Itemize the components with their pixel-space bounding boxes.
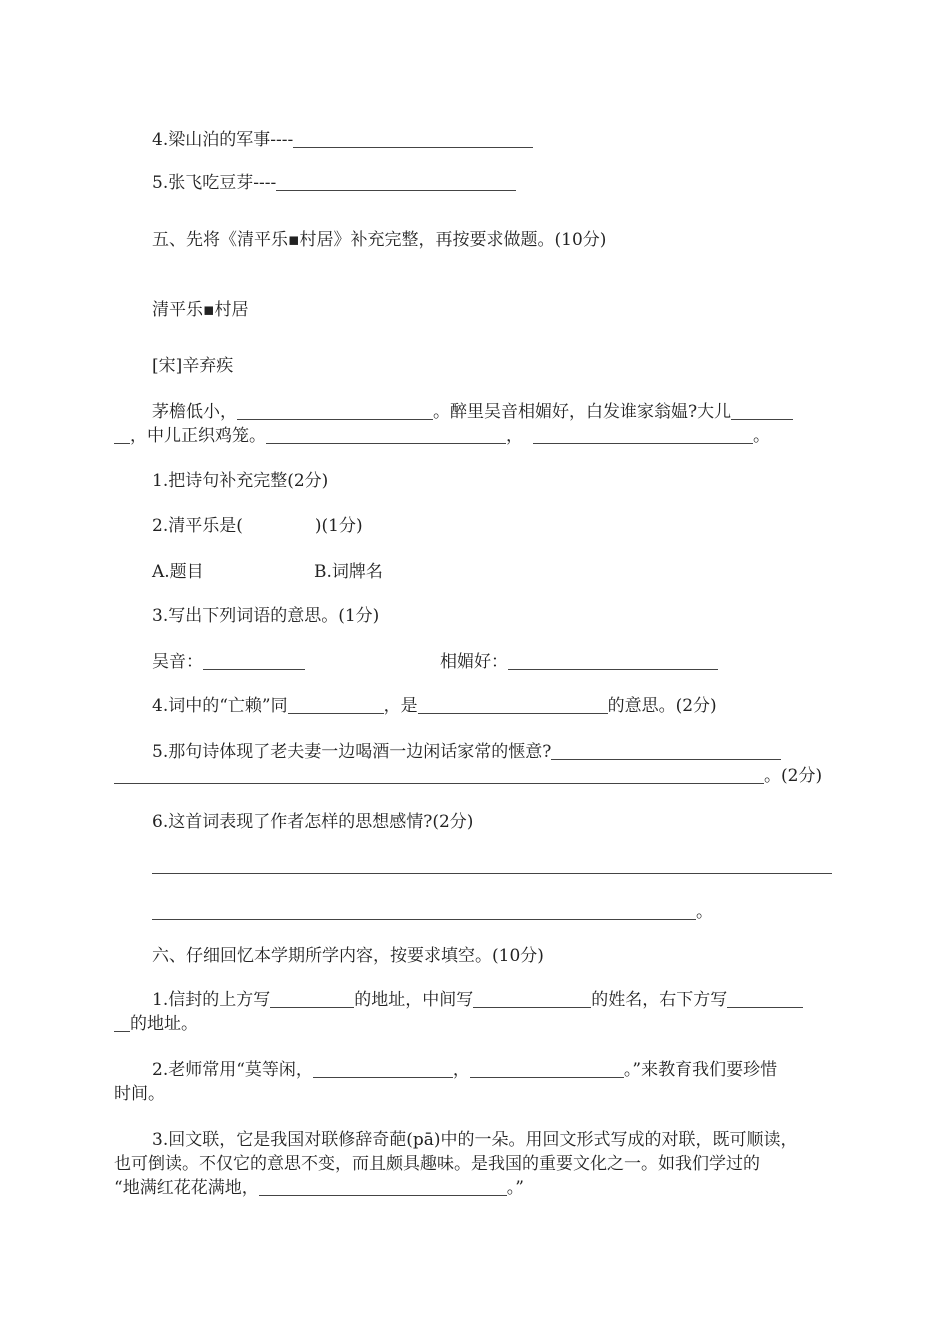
s5-question-2 [152, 514, 363, 538]
s5-question-6-line-2 [152, 900, 713, 924]
s5-q5-text: 5.那句诗体现了老夫妻一边喝酒一边闲话家常的惬意? [152, 742, 552, 762]
s6-question-1 [152, 988, 803, 1012]
s5-q2-end: )(1分) [314, 516, 363, 536]
s6-q3-start: “地满红花花满地， [114, 1178, 259, 1198]
s5-question-3: 3.写出下列词语的意思。(1分) [152, 606, 380, 626]
s6-question-3-line-3 [114, 1176, 524, 1200]
answer-blank[interactable] [470, 1059, 624, 1078]
q4-item-4-text: 4.梁山泊的军事---- [152, 130, 294, 150]
poem-blank-2[interactable] [731, 401, 793, 420]
s5-q4-mid: ，是 [383, 696, 418, 716]
s5-q3-word-2 [440, 650, 718, 674]
poem-line-2-start: ，中儿正织鸡笼。 [130, 426, 266, 446]
poem-line-1-start: 茅檐低小， [152, 402, 237, 422]
s5-question-6: 6.这首词表现了作者怎样的思想感情?(2分) [152, 812, 474, 832]
s6-question-2 [152, 1058, 777, 1082]
q4-item-5 [152, 171, 516, 195]
answer-blank[interactable] [508, 651, 718, 670]
answer-blank[interactable] [270, 989, 354, 1008]
s6-question-3-line-2: 也可倒读。不仅它的意思不变，而且颇具趣味。是我国的重要文化之一。如我们学过的 [114, 1154, 760, 1174]
s6-q1-b: 的地址，中间写 [354, 990, 474, 1010]
s5-q4-start: 4.词中的“亡赖”同 [152, 696, 288, 716]
s5-q2-option-b: B.词牌名 [314, 562, 383, 582]
answer-blank[interactable] [152, 901, 696, 920]
poem-line-1-mid: 。醉里吴音相媚好，白发谁家翁媪?大儿 [433, 402, 732, 422]
answer-blank[interactable] [288, 695, 384, 714]
poem-author: [宋]辛弃疾 [152, 356, 234, 376]
answer-line[interactable] [152, 873, 832, 874]
s5-q5-end: 。(2分) [764, 766, 823, 786]
answer-blank[interactable] [114, 1013, 130, 1032]
s6-q1-a: 1.信封的上方写 [152, 990, 271, 1010]
s6-q1-d: 的地址。 [130, 1014, 198, 1034]
s5-q2-start: 2.清平乐是( [152, 516, 243, 536]
s6-q2-a: 2.老师常用“莫等闲， [152, 1060, 313, 1080]
s5-q4-end: 的意思。(2分) [607, 696, 717, 716]
poem-blank-2-cont[interactable] [114, 425, 130, 444]
s5-question-5 [152, 740, 781, 764]
answer-blank[interactable] [203, 651, 305, 670]
answer-blank[interactable] [259, 1177, 507, 1196]
poem-blank-3[interactable] [266, 425, 506, 444]
s6-question-1-cont [114, 1012, 198, 1036]
q4-item-5-text: 5.张飞吃豆芽---- [152, 173, 277, 193]
s6-question-3-line-1: 3.回文联，它是我国对联修辞奇葩(pā)中的一朵。用回文形式写成的对联，既可顺读， [152, 1130, 798, 1150]
s5-q6-end: 。 [696, 902, 713, 922]
answer-blank[interactable] [276, 172, 516, 191]
s6-q3-end: 。” [506, 1178, 524, 1198]
q4-item-4 [152, 128, 533, 152]
s5-q3-word-2-label: 相媚好： [440, 652, 508, 672]
poem-line-2-comma: ， [506, 426, 523, 446]
s6-q2-b: ， [452, 1060, 470, 1080]
s5-q2-option-a: A.题目 [152, 562, 204, 582]
answer-blank[interactable] [293, 129, 533, 148]
s6-question-2-cont: 时间。 [114, 1084, 165, 1104]
poem-blank-1[interactable] [237, 401, 433, 420]
s6-q2-c: 。”来教育我们要珍惜 [623, 1060, 778, 1080]
s5-question-1: 1.把诗句补充完整(2分) [152, 471, 329, 491]
answer-blank[interactable] [473, 989, 591, 1008]
s5-question-4 [152, 694, 717, 718]
section5-heading: 五、先将《清平乐▪村居》补充完整，再按要求做题。(10分) [152, 230, 607, 250]
s5-q3-word-1 [152, 650, 305, 674]
answer-blank[interactable] [114, 765, 764, 784]
poem-line-2 [114, 424, 770, 448]
s5-q3-word-1-label: 吴音： [152, 652, 203, 672]
answer-blank[interactable] [418, 695, 608, 714]
poem-line-2-end: 。 [753, 426, 770, 446]
section6-heading: 六、仔细回忆本学期所学内容，按要求填空。(10分) [152, 946, 544, 966]
poem-line-1 [152, 400, 793, 424]
s5-question-5-cont [114, 764, 822, 788]
poem-title: 清平乐▪村居 [152, 300, 249, 320]
poem-blank-4[interactable] [533, 425, 753, 444]
answer-blank[interactable] [727, 989, 803, 1008]
s6-q1-c: 的姓名，右下方写 [591, 990, 728, 1010]
answer-blank[interactable] [313, 1059, 453, 1078]
answer-blank[interactable] [551, 741, 781, 760]
